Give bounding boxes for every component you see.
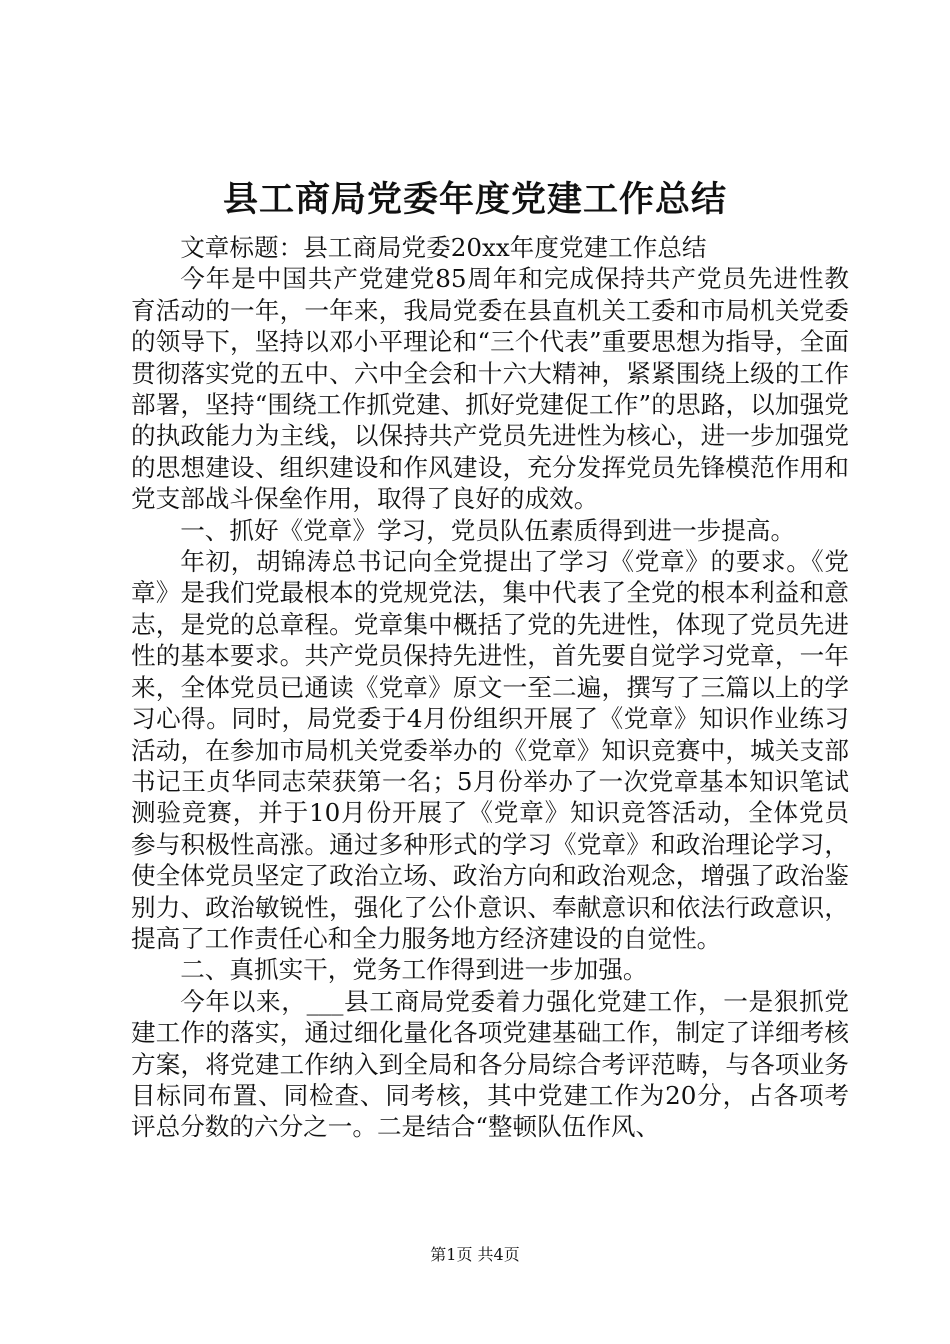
page-footer: 第1页 共4页 [430,1245,520,1264]
article-title-line: 文章标题：县工商局党委20xx年度党建工作总结 [180,233,707,262]
paragraph-section-2: 今年以来，___县工商局党委着力强化党建工作，一是狠抓党建工作的落实，通过细化量化各项党建基础工作，制定了详细考核方案，将党建工作纳入到全局和各分局综合考评范畴，与各项业务目标同布置、同检查、同考核，其中党建工作为20分，占各项考评总分数的六分之一。二是结合“整顿队伍作风、 [131,986,849,1142]
section-heading-2: 二、真抓实干，党务工作得到进一步加强。 [180,955,648,985]
document-body [131,232,849,1143]
document-title: 县工商局党委年度党建工作总结 [222,179,727,220]
section-heading-1: 一、抓好《党章》学习，党员队伍素质得到进一步提高。 [180,515,796,545]
paragraph-intro: 今年是中国共产党建党85周年和完成保持共产党员先进性教育活动的一年，一年来，我局党委在县直机关工委和市局机关党委的领导下，坚持以邓小平理论和“三个代表”重要思想为指导，全面贯彻落实党的五中、六中全会和十六大精神，紧紧围绕上级的工作部署，坚持“围绕工作抓党建、抓好党建促工作”的思路，以加强党的执政能力为主线，以保持共产党员先进性为核心，进一步加强党的思想建设、组织建设和作风建设，充分发挥党员先锋模范作用和党支部战斗保垒作用，取得了良好的成效。 [131,264,849,514]
paragraph-section-1: 年初，胡锦涛总书记向全党提出了学习《党章》的要求。《党章》是我们党最根本的党规党法，集中代表了全党的根本利益和意志，是党的总章程。党章集中概括了党的先进性，体现了党员先进性的基本要求。共产党员保持先进性，首先要自觉学习党章，一年来，全体党员已通读《党章》原文一至二遍，撰写了三篇以上的学习心得。同时，局党委于4月份组织开展了《党章》知识作业练习活动，在参加市局机关党委举办的《党章》知识竞赛中，城关支部书记王贞华同志荣获第一名；5月份举办了一次党章基本知识笔试测验竞赛，并于10月份开展了《党章》知识竞答活动，全体党员参与积极性高涨。通过多种形式的学习《党章》和政治理论学习，使全体党员坚定了政治立场、政治方向和政治观念，增强了政治鉴别力、政治敏锐性，强化了公仆意识、奉献意识和依法行政意识，提高了工作责任心和全力服务地方经济建设的自觉性。 [131,547,849,953]
